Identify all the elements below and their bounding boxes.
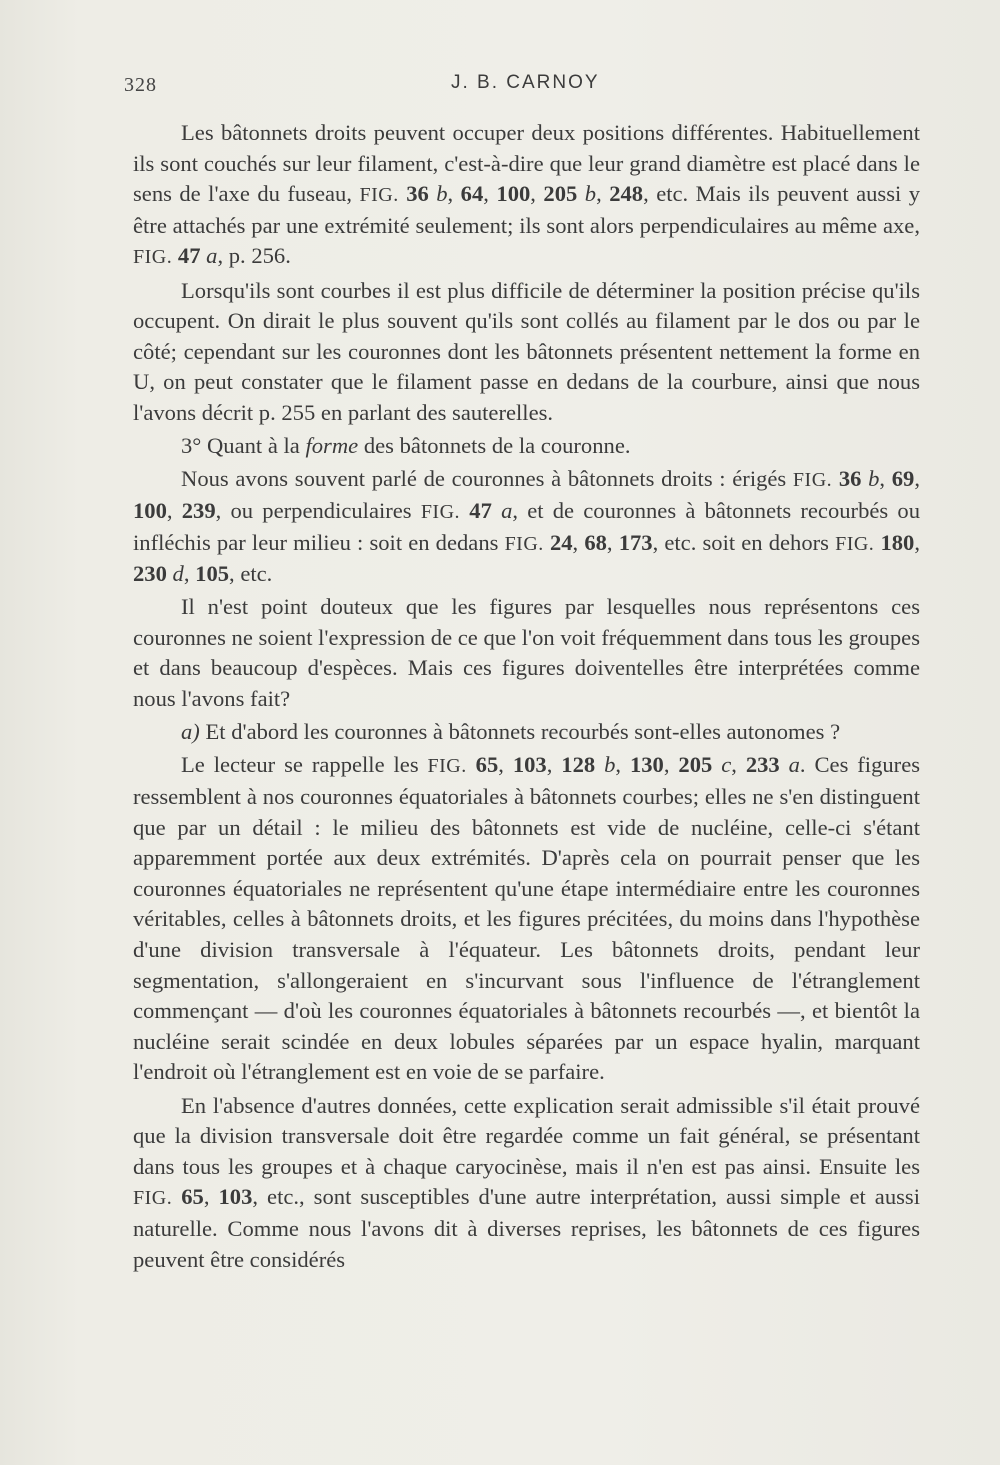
text-run: , [731,752,746,778]
text-run: , [914,529,920,555]
figure-number: 239 [181,497,216,523]
text-run [780,752,789,777]
text-run: , etc. Mais ils peuvent aussi y être attachés par une extrémité seulement; ils sont alors perpendiculaires au même axe, [133,181,921,238]
paragraph [133,431,920,462]
text-run: des bâtonnets de la couronne. [358,433,631,459]
text-run [492,498,501,523]
text-run [577,181,584,206]
italic-text: b [436,181,448,207]
page-header [124,68,936,98]
text-run: En l'absence d'autres données, cette explication serait admissible s'il était prouvé que la division transversale doit être regardée comme un fait général, se présentant dans tous les groupes et à chaque caryocinèse, mais il n'en est pas ainsi. Ensuite les [133,1092,920,1179]
text-run [172,1184,181,1209]
italic-text: d [172,561,184,587]
figure-number: 103 [218,1184,253,1210]
text-run: , etc., sont susceptibles d'une autre interprétation, aussi simple et aussi naturelle. Comme nous l'avons dit à diverses reprises, les bâtonnets de ces figures peuvent être considérés [133,1184,920,1272]
text-run [460,498,469,523]
page-number: 328 [124,74,157,96]
text-run: , [530,181,544,207]
figure-number: 24 [549,529,573,555]
figure-number: 64 [460,181,484,207]
figure-number: 248 [609,181,644,207]
italic-text: a [501,497,513,523]
italic-text: a) [181,719,200,745]
text-run: , [879,466,892,492]
figure-number: 36 [406,181,429,207]
figure-number: 205 [678,752,713,778]
text-run: , [606,529,619,555]
text-run [595,752,604,777]
text-run: . Ces figures ressemblent à nos couronnes équatoriales à bâtonnets courbes; elles ne s'en distinguent que par un détail : le milieu des bâtonnets est vide de nucléine, celle-ci s'étant apparemment portée aux deux extrémités. D'après cela on pourrait penser que les couronnes équatoriales ne représentent qu'une étape intermédiaire entre les couronnes véritables, celles à bâtonnets droits, et les figures précitées, du moins dans l'hypothèse d'une division transversale à l'équateur. Les bâtonnets droits, pendant leur segmentation, s'allongeraient en s'incurvant sous l'influence de l'étranglement commençant — d'où les couronnes équatoriales à bâtonnets recourbés —, et bientôt la nucléine serait scindée en deux lobules séparées par un espace hyalin, marquant l'endroit où l'étranglement est en voie de se parfaire. [133,752,921,1085]
figure-number: 36 [838,466,862,492]
paragraph [133,464,920,589]
text-run: , [183,561,196,587]
text-run: 3° Quant à la [181,433,306,459]
text-run: , [166,497,182,523]
text-run: , [546,752,562,778]
figure-number: 205 [543,181,578,207]
figure-number: 130 [629,752,664,778]
figure-reference: FIG. [504,532,544,555]
text-run: , et de couronnes à bâtonnets recourbés ou infléchis par leur milieu : soit en dedans [133,497,920,555]
text-run: , [663,752,679,778]
text-run: Il n'est point douteux que les figures par lesquelles nous représentons ces couronnes ne soient l'expression de ce que l'on voit fréquemment dans tous les groupes et dans beaucoup d'espèces. Mais ces figures doiventelles être interprétées comme nous l'avons fait? [133,594,920,712]
figure-number: 180 [880,529,915,555]
text-run: Nous avons souvent parlé de couronnes à bâtonnets droits : érigés [181,466,793,492]
running-head: J. B. CARNOY [451,72,600,93]
figure-reference: FIG. [359,184,399,207]
text-run: , [572,529,585,555]
italic-text: forme [305,433,359,459]
paragraph [133,276,920,429]
paragraph [133,118,920,273]
text-run: , ou perpendiculaires [215,497,421,523]
figure-number: 68 [584,529,607,555]
text-run: Lorsqu'ils sont courbes il est plus difficile de déterminer la position précise qu'ils occupent. On dirait le plus souvent qu'ils sont collés au filament par le dos ou par le côté; cependant sur les couronnes dont les bâtonnets présentent nettement la forme en U, on peut constater que le filament passe en dedans de la courbure, ainsi que nous l'avons décrit p. 255 en parlant des sauterelles. [133,277,920,425]
text-run: , etc. soit en dehors [652,529,836,555]
text-run: Et d'abord les couronnes à bâtonnets recourbés sont-elles autonomes ? [199,719,841,745]
paragraph [133,750,920,1088]
figure-number: 100 [133,497,167,523]
figure-number: 47 [469,497,492,523]
figure-number: 65 [181,1184,204,1210]
figure-reference: FIG. [133,246,173,269]
text-run: Le lecteur se rappelle les [181,752,428,778]
text-run: Les bâtonnets droits peuvent occuper deux positions différentes. Habituellement ils sont couchés sur leur filament, c'est-à-dire que leur grand diamètre est placé dans le sens de l'axe du fuseau, [133,120,920,207]
figure-number: 103 [512,752,547,778]
paragraph [133,717,920,748]
text-run [832,466,839,491]
text-run [467,752,476,777]
figure-number: 230 [133,561,167,587]
italic-text: b [604,752,616,778]
figure-number: 65 [475,752,499,778]
text-run [712,752,721,777]
figure-number: 100 [496,181,531,207]
italic-text: b [868,466,880,492]
text-run: , [914,466,920,492]
figure-number: 173 [618,529,653,555]
body-text [133,118,920,1275]
text-run: , [596,181,610,207]
italic-text: c [721,752,732,778]
figure-number: 105 [195,561,230,587]
italic-text: a [206,243,218,269]
figure-number: 69 [891,466,915,492]
text-run: , [483,181,497,207]
figure-number: 233 [745,752,780,778]
figure-number: 47 [177,243,201,269]
figure-reference: FIG. [133,1187,173,1210]
paragraph [133,592,920,714]
figure-reference: FIG. [427,755,467,778]
text-run: , [203,1184,219,1210]
italic-text: b [584,181,597,207]
figure-reference: FIG. [835,532,875,555]
text-run: , p. 256. [217,243,291,269]
figure-reference: FIG. [792,469,833,492]
figure-number: 128 [561,752,596,778]
text-run: , [498,752,513,778]
text-run: , [615,752,630,778]
text-run: , etc. [229,561,273,587]
paragraph [133,1091,920,1276]
text-run: , [447,181,461,207]
figure-reference: FIG. [420,500,461,523]
italic-text: a [788,752,800,778]
